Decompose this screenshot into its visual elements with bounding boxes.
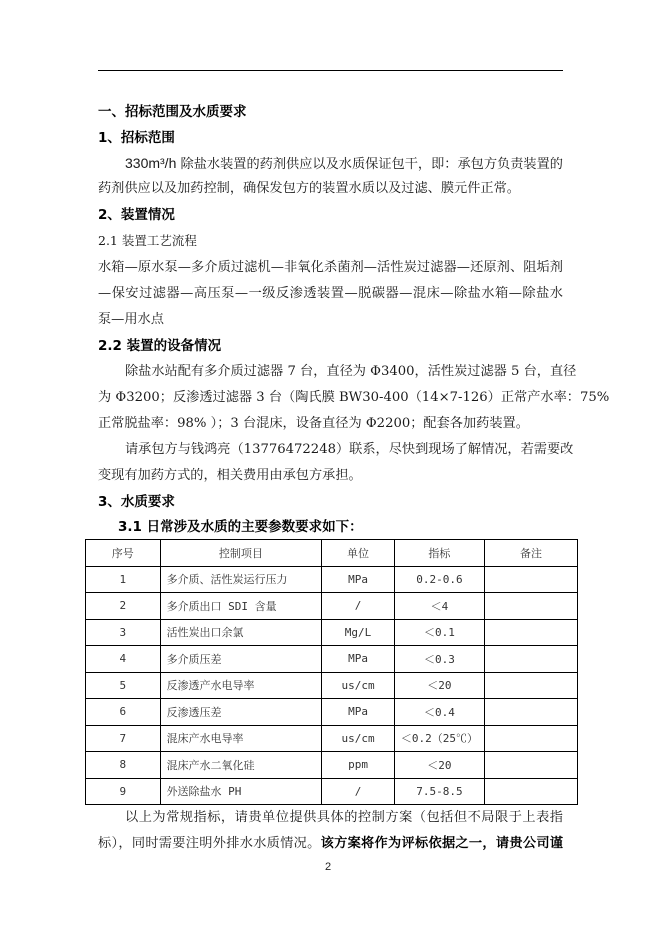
scope-paragraph-line-2: 药剂供应以及加药控制，确保发包方的装置水质以及过滤、膜元件正常。	[98, 181, 520, 196]
cell-item: 活性炭出口余氯	[160, 619, 322, 646]
heading-1: 1、招标范围	[98, 130, 175, 146]
cell-unit: MPa	[322, 646, 395, 673]
table-row	[86, 566, 578, 593]
cell-unit: /	[322, 778, 395, 805]
header-spec: 指标	[394, 540, 484, 567]
flow-line-1: 水箱—原水泵—多介质过滤机—非氧化杀菌剂—活性炭过滤器—还原剂、阻垢剂	[98, 260, 563, 275]
cell-spec: ＜0.2（25℃）	[394, 725, 484, 752]
water-quality-table	[85, 539, 578, 805]
cell-note	[484, 593, 577, 620]
table-row	[86, 752, 578, 779]
section-title: 一、招标范围及水质要求	[98, 104, 247, 120]
after-table-line-1: 以上为常规指标，请贵单位提供具体的控制方案（包括但不局限于上表指	[125, 810, 563, 825]
cell-item: 反渗透压差	[160, 699, 322, 726]
cell-item: 多介质出口 SDI 含量	[160, 593, 322, 620]
cell-no: 6	[86, 699, 161, 726]
table-row	[86, 672, 578, 699]
table-row	[86, 699, 578, 726]
heading-3-1: 3.1 日常涉及水质的主要参数要求如下：	[118, 519, 363, 535]
cell-unit: us/cm	[322, 725, 395, 752]
cell-note	[484, 672, 577, 699]
table-row	[86, 593, 578, 620]
page-number: 2	[325, 861, 332, 873]
cell-item: 外送除盐水 PH	[160, 778, 322, 805]
cell-item: 反渗透产水电导率	[160, 672, 322, 699]
equipment-line-3: 正常脱盐率：98% ）；3 台混床，设备直径为 Φ2200；配套各加药装置。	[98, 416, 529, 431]
cell-item: 多介质压差	[160, 646, 322, 673]
cell-unit: /	[322, 593, 395, 620]
cell-item: 多介质、活性炭运行压力	[160, 566, 322, 593]
heading-3: 3、水质要求	[98, 494, 175, 510]
cell-unit: MPa	[322, 699, 395, 726]
cell-unit: MPa	[322, 566, 395, 593]
cell-spec: 7.5-8.5	[394, 778, 484, 805]
cell-no: 2	[86, 593, 161, 620]
cell-no: 1	[86, 566, 161, 593]
heading-2-2: 2.2 装置的设备情况	[98, 338, 222, 354]
cell-unit: us/cm	[322, 672, 395, 699]
equipment-line-2: 为 Φ3200；反渗透过滤器 3 台（陶氏膜 BW30-400（14×7-126）正常产水率：75%	[98, 390, 610, 405]
capacity-value: 330m³/h	[125, 155, 177, 171]
cell-spec: ＜0.1	[394, 619, 484, 646]
table-row	[86, 778, 578, 805]
table-header-row	[86, 540, 578, 567]
cell-item: 混床产水电导率	[160, 725, 322, 752]
equipment-line-1: 除盐水站配有多介质过滤器 7 台，直径为 Φ3400，活性炭过滤器 5 台，直径	[125, 364, 577, 379]
cell-note	[484, 752, 577, 779]
cell-unit: ppm	[322, 752, 395, 779]
cell-note	[484, 725, 577, 752]
cell-spec: ＜4	[394, 593, 484, 620]
cell-no: 3	[86, 619, 161, 646]
cell-no: 8	[86, 752, 161, 779]
header-item: 控制项目	[160, 540, 322, 567]
after-table-normal-text: 标），同时需要注明外排水水质情况。	[98, 836, 321, 851]
table-row	[86, 646, 578, 673]
flow-line-3: 泵—用水点	[98, 312, 164, 327]
scope-text: 除盐水装置的药剂供应以及水质保证包干，即：承包方负责装置的	[176, 157, 563, 172]
flow-line-2: —保安过滤器—高压泵—一级反渗透装置—脱碳器—混床—除盐水箱—除盐水	[98, 286, 563, 301]
contact-line-2: 变现有加药方式的，相关费用由承包方承担。	[98, 468, 362, 483]
cell-note	[484, 566, 577, 593]
cell-note	[484, 619, 577, 646]
after-table-line-2	[98, 835, 563, 853]
cell-unit: Mg/L	[322, 619, 395, 646]
table-row	[86, 725, 578, 752]
cell-spec: ＜20	[394, 672, 484, 699]
cell-item: 混床产水二氧化硅	[160, 752, 322, 779]
cell-note	[484, 699, 577, 726]
cell-no: 9	[86, 778, 161, 805]
cell-no: 4	[86, 646, 161, 673]
header-rule	[98, 70, 563, 71]
header-unit: 单位	[322, 540, 395, 567]
contact-line-1: 请承包方与钱鸿亮（13776472248）联系，尽快到现场了解情况，若需要改	[125, 442, 574, 457]
cell-no: 5	[86, 672, 161, 699]
heading-2-1: 2.1 装置工艺流程	[98, 233, 197, 248]
cell-note	[484, 778, 577, 805]
header-no: 序号	[86, 540, 161, 567]
table-row	[86, 619, 578, 646]
cell-note	[484, 646, 577, 673]
cell-no: 7	[86, 725, 161, 752]
heading-2: 2、装置情况	[98, 207, 175, 223]
header-note: 备注	[484, 540, 577, 567]
cell-spec: 0.2-0.6	[394, 566, 484, 593]
cell-spec: ＜20	[394, 752, 484, 779]
cell-spec: ＜0.4	[394, 699, 484, 726]
cell-spec: ＜0.3	[394, 646, 484, 673]
scope-paragraph-line-1	[98, 154, 563, 174]
after-table-bold-text: 该方案将作为评标依据之一，请贵公司谨	[320, 836, 563, 851]
